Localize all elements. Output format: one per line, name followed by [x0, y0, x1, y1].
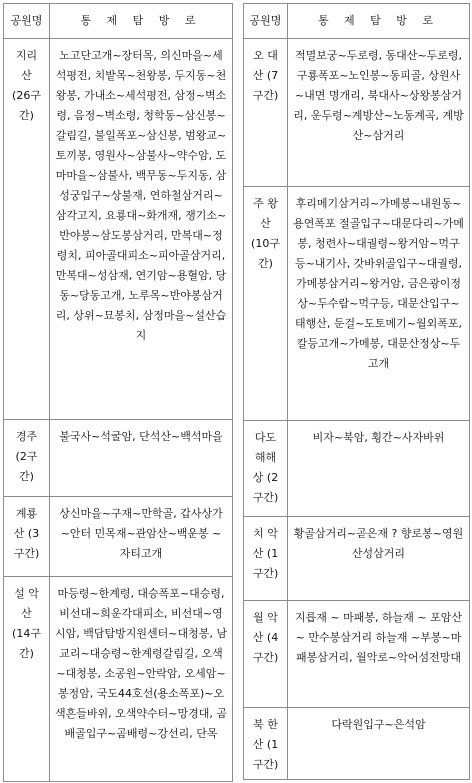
route-cell: 다락원입구~은석암 [288, 708, 470, 780]
park-name-cell: 월 악 산 (4 구간) [244, 601, 288, 708]
park-name-cell: 오 대 산 (7 구간) [244, 39, 288, 187]
left-restricted-trails-table [3, 3, 233, 782]
park-name-cell: 치 악 산 (1 구간) [244, 517, 288, 601]
park-name-cell: 계룡 산 (3 구간) [4, 497, 50, 577]
route-cell: 불국사~석굴암, 단석산~백석마을 [50, 420, 233, 497]
table-row [244, 517, 470, 601]
route-cell: 비자~북암, 횡간~사자바위 [288, 421, 470, 517]
park-column-header: 공원명 [4, 4, 50, 39]
route-cell: 지릅재 ~ 마패봉, 하늘재 ~ 포암산 ~ 만수봉삼거리 하늘재 ~부봉~마패봉삼거리, 월악로~악어섬전망대 [288, 601, 470, 708]
park-name-cell: 다도 해해 상 (2 구간) [244, 421, 288, 517]
table-row [4, 497, 233, 577]
route-cell: 황골삼거리~곧은재 ? 향로봉~영원산성삼거리 [288, 517, 470, 601]
route-cell: 마등령~한계령, 대승폭포~대승령, 비선대~희운각대피소, 비선대~영시암, 백담탐방지원센터~대청봉, 남교리~대승령~한계령갈림길, 오색~대청봉, 소공원~안락암, 오세암~봉정암, 국도44호선(용소폭포)~오색흔들바위, 오색약수터~망경대, 곰배골입구~곰배령~강선리, 단목 [50, 577, 233, 782]
table-row [244, 708, 470, 780]
table-header-row [244, 4, 470, 39]
table-header-row [4, 4, 233, 39]
park-name-cell: 북 한 산 (1 구간) [244, 708, 288, 780]
park-name-cell: 지리 산 (26구 간) [4, 39, 50, 420]
park-column-header: 공원명 [244, 4, 288, 39]
table-row [4, 39, 233, 420]
route-cell: 후리메기삼거리~가메봉~내원동~용연폭포 절골입구~대문다리~가메봉, 청련사~대궐령~왕거암~먹구등~내기사, 갓바위골입구~대궐령, 가메봉삼거리~왕거암, 금은광이정상~두수람~먹구등, 대문산입구~태행산, 둔걸~도토메기~월외폭포, 칼등고개~가메봉, 대문산정상~두고개 [288, 187, 470, 421]
park-name-cell: 경주 (2구 간) [4, 420, 50, 497]
table-row [4, 577, 233, 782]
table-row [244, 187, 470, 421]
route-cell: 노고단고개~장터목, 의신마을~세석평전, 치밭목~천왕봉, 두지동~천왕봉, 가내소~세석평전, 삼정~벽소령, 음정~벽소령, 청학동~삼신봉~갈림길, 불일폭포~삼신봉, 범왕교~토끼봉, 영원사~삼불사~약수암, 도마마을~삼불사, 백무동~두지동, 삼성궁입구~상불재, 연하철삼거리~삼각고지, 요룡대~화개재, 쟁기소~반야봉~삼도봉삼거리, 만복대~정령치, 피아골대피소~피아골삼거리, 만복대~성삼재, 연기암~용혈암, 당동~당동고개, 노루목~반야봉삼거리, 상위~묘봉치, 삼정마을~설산습지 [50, 39, 233, 420]
table-row [244, 39, 470, 187]
park-name-cell: 주 왕 산 (10구 간) [244, 187, 288, 421]
route-column-header: 통 제 탐 방 로 [50, 4, 233, 39]
route-cell: 상신마을~구재~만학골, 갑사상가~안터 민목재~관암산~백운봉 ~ 자티고개 [50, 497, 233, 577]
table-row [244, 601, 470, 708]
park-name-cell: 설 악 산 (14구 간) [4, 577, 50, 782]
route-cell: 적멸보궁~두로령, 동대산~두로령, 구룡폭포~노인봉~동피골, 상원사~내면 명개리, 북대사~상왕봉삼거리, 운두령~계방산~노동계곡, 계방산~삼거리 [288, 39, 470, 187]
route-column-header: 통 제 탐 방 로 [288, 4, 470, 39]
table-row [244, 421, 470, 517]
right-restricted-trails-table [243, 3, 470, 780]
table-row [4, 420, 233, 497]
